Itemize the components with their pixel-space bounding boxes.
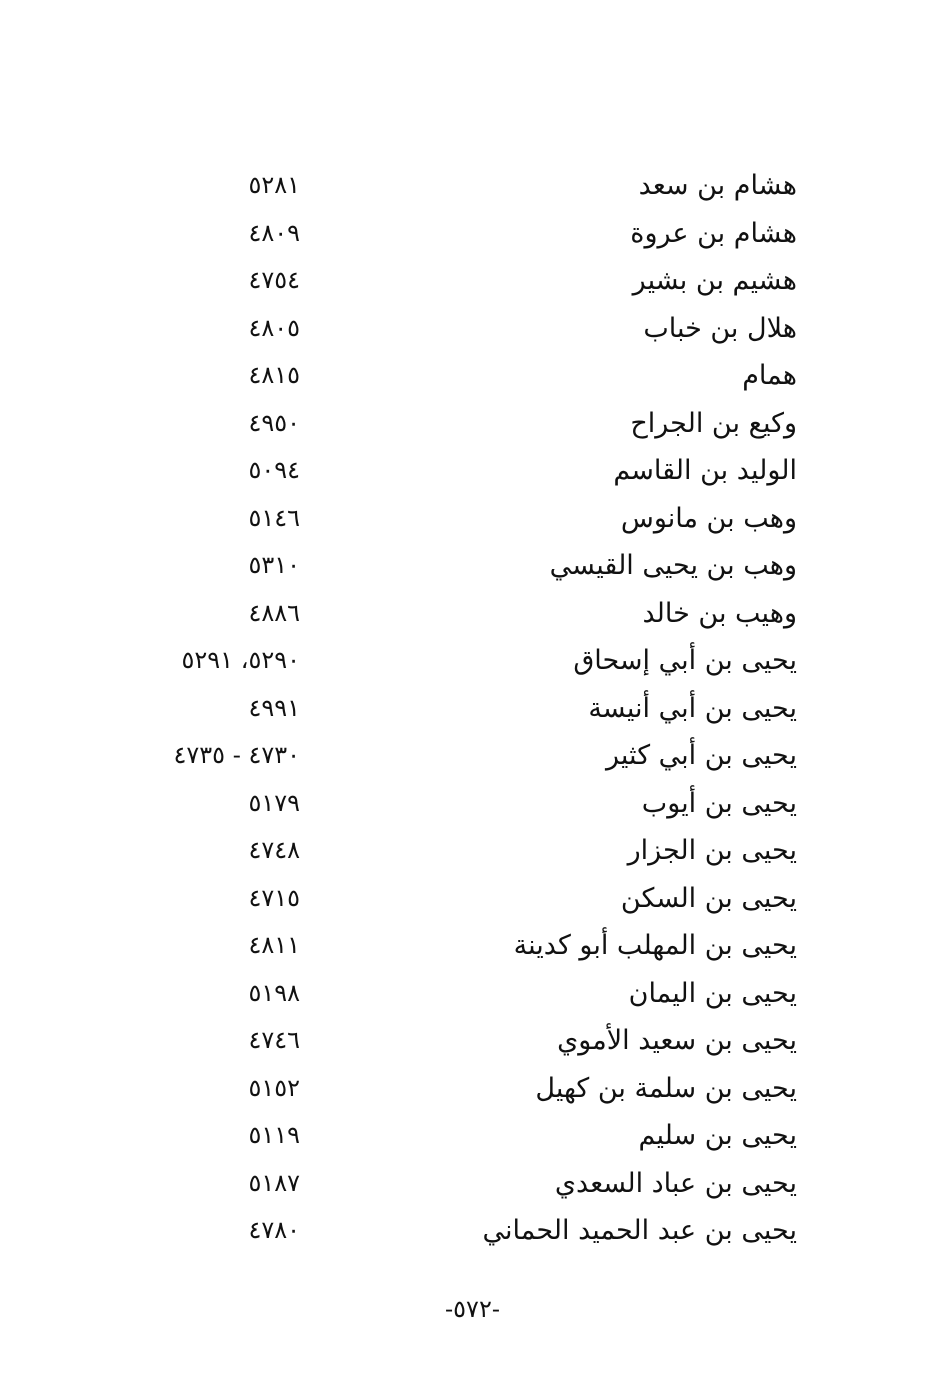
hadith-reference-numbers: ٥١٥٢: [248, 1073, 300, 1102]
index-entry: [0, 495, 945, 543]
narrator-name: الوليد بن القاسم: [613, 455, 797, 486]
hadith-reference-numbers: ٤٩٩١: [248, 693, 300, 722]
narrator-name: يحيى بن عباد السعدي: [554, 1167, 797, 1199]
hadith-reference-numbers: ٤٧٣٠ - ٤٧٣٥: [173, 741, 300, 769]
narrator-name: وكيع بن الجراح: [630, 407, 797, 439]
hadith-reference-numbers: ٤٨١١: [248, 931, 300, 959]
index-entry: [0, 970, 945, 1018]
hadith-reference-numbers: ٤٧٥٤: [248, 266, 300, 294]
narrator-name: يحيى بن السكن: [620, 882, 797, 914]
hadith-reference-numbers: ٤٨٨٦: [248, 598, 300, 627]
narrator-name: هشام بن سعد: [638, 170, 797, 201]
narrator-name: يحيى بن سليم: [638, 1120, 797, 1151]
hadith-reference-numbers: ٤٧٤٦: [248, 1026, 300, 1054]
narrator-name: يحيى بن المهلب أبو كدينة: [513, 930, 797, 961]
index-entry: [0, 1160, 945, 1208]
index-entry: [0, 162, 945, 210]
index-entry: [0, 875, 945, 923]
hadith-reference-numbers: ٤٩٥٠: [248, 408, 300, 437]
index-entry: [0, 590, 945, 638]
hadith-reference-numbers: ٤٧١٥: [248, 883, 300, 912]
page-number: -٥٧٢-: [445, 1295, 500, 1323]
hadith-reference-numbers: ٤٧٤٨: [248, 836, 300, 864]
hadith-reference-numbers: ٥١١٩: [248, 1121, 300, 1149]
narrator-name: هشام بن عروة: [630, 217, 797, 249]
index-entry: [0, 780, 945, 828]
index-entry: [0, 352, 945, 400]
hadith-reference-numbers: ٤٧٨٠: [248, 1216, 300, 1244]
index-entry: [0, 305, 945, 353]
index-entry: [0, 542, 945, 590]
hadith-reference-numbers: ٥١٤٦: [248, 503, 300, 532]
hadith-reference-numbers: ٥٢٩٠، ٥٢٩١: [181, 646, 300, 674]
narrator-name: يحيى بن أيوب: [641, 787, 797, 819]
narrator-name: يحيى بن أبي كثير: [606, 740, 797, 771]
index-entry: [0, 827, 945, 875]
index-entry: [0, 447, 945, 495]
hadith-reference-numbers: ٥١٧٩: [248, 788, 300, 817]
hadith-reference-numbers: ٥٣١٠: [248, 551, 300, 579]
index-entry: [0, 637, 945, 685]
narrator-name: يحيى بن عبد الحميد الحماني: [482, 1215, 797, 1246]
narrator-name: هشيم بن بشير: [632, 265, 797, 296]
hadith-reference-numbers: ٤٨١٥: [248, 361, 300, 389]
narrator-name: وهب بن يحيى القيسي: [549, 550, 797, 581]
index-entry: [0, 1017, 945, 1065]
index-entry: [0, 732, 945, 780]
narrator-name: هلال بن خباب: [643, 312, 797, 344]
index-entry: [0, 257, 945, 305]
narrator-name: وهيب بن خالد: [642, 597, 797, 629]
hadith-reference-numbers: ٤٨٠٥: [248, 313, 300, 342]
index-entry: [0, 685, 945, 733]
hadith-reference-numbers: ٥٢٨١: [248, 171, 300, 199]
hadith-reference-numbers: ٥٠٩٤: [248, 456, 300, 484]
hadith-reference-numbers: ٤٨٠٩: [248, 218, 300, 247]
narrator-name: يحيى بن الجزار: [627, 835, 797, 866]
narrator-name: يحيى بن سعيد الأموي: [557, 1025, 797, 1056]
narrator-name: همام: [742, 360, 797, 391]
hadith-reference-numbers: ٥١٨٧: [248, 1168, 300, 1197]
index-entry: [0, 1112, 945, 1160]
hadith-reference-numbers: ٥١٩٨: [248, 978, 300, 1007]
narrator-name: وهب بن مانوس: [620, 502, 797, 534]
narrator-name: يحيى بن سلمة بن كهيل: [535, 1072, 797, 1104]
index-entry: [0, 210, 945, 258]
index-entry: [0, 1065, 945, 1113]
index-entry: [0, 922, 945, 970]
narrator-name: يحيى بن اليمان: [628, 977, 797, 1009]
narrator-index-list: [0, 162, 945, 1255]
index-entry: [0, 1207, 945, 1255]
narrator-name: يحيى بن أبي أنيسة: [588, 692, 797, 724]
index-entry: [0, 400, 945, 448]
narrator-name: يحيى بن أبي إسحاق: [573, 645, 797, 676]
